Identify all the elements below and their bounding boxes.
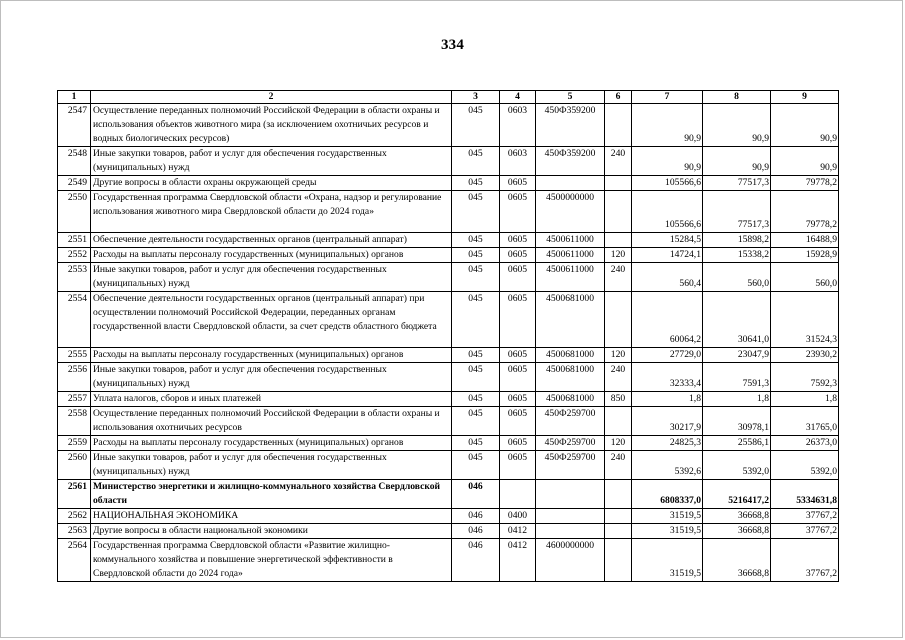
row-name: Уплата налогов, сборов и иных платежей — [91, 392, 452, 407]
amount-col9: 37767,2 — [771, 509, 839, 524]
row-number: 2561 — [58, 480, 91, 509]
amount-col7: 90,9 — [632, 104, 703, 147]
section-code: 0603 — [500, 147, 536, 176]
row-number: 2556 — [58, 363, 91, 392]
admin-code: 045 — [452, 147, 500, 176]
admin-code: 045 — [452, 392, 500, 407]
admin-code: 045 — [452, 348, 500, 363]
amount-col8: 23047,9 — [703, 348, 771, 363]
amount-col8: 77517,3 — [703, 191, 771, 233]
row-name: Расходы на выплаты персоналу государственных (муниципальных) органов — [91, 248, 452, 263]
amount-col8: 560,0 — [703, 263, 771, 292]
amount-col7: 1,8 — [632, 392, 703, 407]
table-body — [58, 104, 839, 582]
admin-code: 046 — [452, 524, 500, 539]
amount-col8: 5392,0 — [703, 451, 771, 480]
admin-code: 045 — [452, 407, 500, 436]
amount-col9: 31524,3 — [771, 292, 839, 348]
admin-code: 045 — [452, 248, 500, 263]
expense-type — [605, 292, 632, 348]
target-code — [536, 509, 605, 524]
expense-type: 120 — [605, 248, 632, 263]
amount-col9: 16488,9 — [771, 233, 839, 248]
section-code: 0605 — [500, 233, 536, 248]
table-row — [58, 191, 839, 233]
column-header-8: 8 — [703, 91, 771, 104]
expense-type — [605, 480, 632, 509]
section-code: 0605 — [500, 191, 536, 233]
table-row — [58, 176, 839, 191]
table-row — [58, 539, 839, 582]
table-row — [58, 233, 839, 248]
column-header-7: 7 — [632, 91, 703, 104]
amount-col7: 31519,5 — [632, 509, 703, 524]
target-code: 4500611000 — [536, 248, 605, 263]
target-code — [536, 524, 605, 539]
admin-code: 045 — [452, 191, 500, 233]
row-number: 2555 — [58, 348, 91, 363]
row-name: Государственная программа Свердловской области «Охрана, надзор и регулирование использования животного мира Свердловской области до 2024 года» — [91, 191, 452, 233]
amount-col7: 105566,6 — [632, 176, 703, 191]
target-code: 4600000000 — [536, 539, 605, 582]
amount-col7: 31519,5 — [632, 524, 703, 539]
section-code: 0605 — [500, 248, 536, 263]
amount-col9: 5392,0 — [771, 451, 839, 480]
target-code: 4500681000 — [536, 348, 605, 363]
table-row — [58, 263, 839, 292]
amount-col7: 105566,6 — [632, 191, 703, 233]
row-name: Государственная программа Свердловской области «Развитие жилищно-коммунального хозяйства и повышение энергетической эффективности в Свердловской области до 2024 года» — [91, 539, 452, 582]
target-code: 450Ф259700 — [536, 407, 605, 436]
expense-type: 240 — [605, 263, 632, 292]
amount-col8: 77517,3 — [703, 176, 771, 191]
row-name: Расходы на выплаты персоналу государственных (муниципальных) органов — [91, 436, 452, 451]
amount-col7: 60064,2 — [632, 292, 703, 348]
amount-col9: 5334631,8 — [771, 480, 839, 509]
expense-type: 240 — [605, 147, 632, 176]
table-row — [58, 451, 839, 480]
admin-code: 046 — [452, 539, 500, 582]
expense-type: 120 — [605, 348, 632, 363]
row-number: 2563 — [58, 524, 91, 539]
section-code: 0605 — [500, 407, 536, 436]
table-row — [58, 348, 839, 363]
table-row — [58, 480, 839, 509]
row-number: 2551 — [58, 233, 91, 248]
row-number: 2564 — [58, 539, 91, 582]
amount-col9: 26373,0 — [771, 436, 839, 451]
expense-type: 120 — [605, 436, 632, 451]
amount-col8: 90,9 — [703, 104, 771, 147]
amount-col7: 31519,5 — [632, 539, 703, 582]
target-code: 450Ф259700 — [536, 436, 605, 451]
amount-col8: 15338,2 — [703, 248, 771, 263]
amount-col9: 37767,2 — [771, 524, 839, 539]
amount-col8: 36668,8 — [703, 539, 771, 582]
amount-col8: 5216417,2 — [703, 480, 771, 509]
row-number: 2558 — [58, 407, 91, 436]
amount-col9: 560,0 — [771, 263, 839, 292]
expense-type: 850 — [605, 392, 632, 407]
expense-type — [605, 104, 632, 147]
table-row — [58, 436, 839, 451]
row-name: Иные закупки товаров, работ и услуг для обеспечения государственных (муниципальных) нужд — [91, 263, 452, 292]
row-name: Осуществление переданных полномочий Российской Федерации в области охраны и использования объектов животного мира (за исключением охотничьих ресурсов и водных биологических ресурсов) — [91, 104, 452, 147]
row-name: Иные закупки товаров, работ и услуг для обеспечения государственных (муниципальных) нужд — [91, 363, 452, 392]
amount-col9: 79778,2 — [771, 191, 839, 233]
admin-code: 045 — [452, 292, 500, 348]
expense-type — [605, 176, 632, 191]
table-row — [58, 524, 839, 539]
expense-type: 240 — [605, 363, 632, 392]
amount-col7: 15284,5 — [632, 233, 703, 248]
section-code: 0400 — [500, 509, 536, 524]
admin-code: 045 — [452, 263, 500, 292]
row-number: 2552 — [58, 248, 91, 263]
row-number: 2548 — [58, 147, 91, 176]
admin-code: 046 — [452, 480, 500, 509]
amount-col9: 90,9 — [771, 104, 839, 147]
section-code: 0605 — [500, 292, 536, 348]
budget-table — [57, 90, 839, 582]
section-code: 0412 — [500, 539, 536, 582]
expense-type — [605, 539, 632, 582]
header-row — [58, 91, 839, 104]
target-code: 4500611000 — [536, 263, 605, 292]
row-number: 2559 — [58, 436, 91, 451]
column-header-4: 4 — [500, 91, 536, 104]
target-code: 4500681000 — [536, 292, 605, 348]
amount-col7: 6808337,0 — [632, 480, 703, 509]
amount-col7: 30217,9 — [632, 407, 703, 436]
amount-col9: 90,9 — [771, 147, 839, 176]
target-code — [536, 176, 605, 191]
amount-col8: 36668,8 — [703, 524, 771, 539]
admin-code: 045 — [452, 104, 500, 147]
row-number: 2562 — [58, 509, 91, 524]
table-row — [58, 147, 839, 176]
amount-col8: 7591,3 — [703, 363, 771, 392]
amount-col7: 24825,3 — [632, 436, 703, 451]
amount-col7: 560,4 — [632, 263, 703, 292]
target-code: 450Ф359200 — [536, 147, 605, 176]
section-code: 0605 — [500, 363, 536, 392]
table-row — [58, 392, 839, 407]
amount-col7: 5392,6 — [632, 451, 703, 480]
target-code: 4500681000 — [536, 392, 605, 407]
section-code: 0605 — [500, 348, 536, 363]
admin-code: 045 — [452, 436, 500, 451]
table-row — [58, 104, 839, 147]
admin-code: 045 — [452, 451, 500, 480]
amount-col9: 15928,9 — [771, 248, 839, 263]
amount-col8: 30641,0 — [703, 292, 771, 348]
amount-col7: 27729,0 — [632, 348, 703, 363]
section-code: 0605 — [500, 263, 536, 292]
column-header-6: 6 — [605, 91, 632, 104]
expense-type — [605, 407, 632, 436]
expense-type: 240 — [605, 451, 632, 480]
page-number: 334 — [440, 37, 465, 53]
row-name: Иные закупки товаров, работ и услуг для обеспечения государственных (муниципальных) нужд — [91, 147, 452, 176]
section-code: 0605 — [500, 176, 536, 191]
target-code: 4500000000 — [536, 191, 605, 233]
admin-code: 045 — [452, 233, 500, 248]
row-name: Другие вопросы в области охраны окружающей среды — [91, 176, 452, 191]
admin-code: 046 — [452, 509, 500, 524]
amount-col8: 30978,1 — [703, 407, 771, 436]
table-row — [58, 363, 839, 392]
expense-type — [605, 524, 632, 539]
section-code: 0605 — [500, 451, 536, 480]
row-number: 2547 — [58, 104, 91, 147]
target-code — [536, 480, 605, 509]
amount-col7: 90,9 — [632, 147, 703, 176]
amount-col9: 31765,0 — [771, 407, 839, 436]
amount-col8: 1,8 — [703, 392, 771, 407]
amount-col7: 32333,4 — [632, 363, 703, 392]
row-name: Иные закупки товаров, работ и услуг для обеспечения государственных (муниципальных) нужд — [91, 451, 452, 480]
row-name: Осуществление переданных полномочий Российской Федерации в области охраны и использования охотничьих ресурсов — [91, 407, 452, 436]
row-name: НАЦИОНАЛЬНАЯ ЭКОНОМИКА — [91, 509, 452, 524]
row-name: Другие вопросы в области национальной экономики — [91, 524, 452, 539]
column-header-1: 1 — [58, 91, 91, 104]
section-code: 0605 — [500, 436, 536, 451]
table-row — [58, 407, 839, 436]
section-code: 0605 — [500, 392, 536, 407]
admin-code: 045 — [452, 176, 500, 191]
section-code — [500, 480, 536, 509]
amount-col9: 37767,2 — [771, 539, 839, 582]
expense-type — [605, 233, 632, 248]
column-header-2: 2 — [91, 91, 452, 104]
row-number: 2550 — [58, 191, 91, 233]
amount-col8: 15898,2 — [703, 233, 771, 248]
row-name: Расходы на выплаты персоналу государственных (муниципальных) органов — [91, 348, 452, 363]
row-number: 2554 — [58, 292, 91, 348]
row-name: Министерство энергетики и жилищно-коммунального хозяйства Свердловской области — [91, 480, 452, 509]
admin-code: 045 — [452, 363, 500, 392]
target-code: 450Ф259700 — [536, 451, 605, 480]
table-row — [58, 509, 839, 524]
section-code: 0603 — [500, 104, 536, 147]
target-code: 4500611000 — [536, 233, 605, 248]
row-number: 2560 — [58, 451, 91, 480]
row-name: Обеспечение деятельности государственных органов (центральный аппарат) — [91, 233, 452, 248]
column-header-5: 5 — [536, 91, 605, 104]
row-number: 2557 — [58, 392, 91, 407]
table-row — [58, 292, 839, 348]
section-code: 0412 — [500, 524, 536, 539]
amount-col9: 79778,2 — [771, 176, 839, 191]
amount-col8: 25586,1 — [703, 436, 771, 451]
table-row — [58, 248, 839, 263]
row-number: 2549 — [58, 176, 91, 191]
column-header-3: 3 — [452, 91, 500, 104]
target-code: 450Ф359200 — [536, 104, 605, 147]
amount-col9: 23930,2 — [771, 348, 839, 363]
row-name: Обеспечение деятельности государственных органов (центральный аппарат) при осуществлении полномочий Российской Федерации, переданных органам государственной власти Свердловской области, за счет средств областного бюджета — [91, 292, 452, 348]
expense-type — [605, 191, 632, 233]
target-code: 4500681000 — [536, 363, 605, 392]
amount-col8: 90,9 — [703, 147, 771, 176]
column-header-9: 9 — [771, 91, 839, 104]
amount-col8: 36668,8 — [703, 509, 771, 524]
expense-type — [605, 509, 632, 524]
amount-col9: 7592,3 — [771, 363, 839, 392]
amount-col7: 14724,1 — [632, 248, 703, 263]
amount-col9: 1,8 — [771, 392, 839, 407]
row-number: 2553 — [58, 263, 91, 292]
